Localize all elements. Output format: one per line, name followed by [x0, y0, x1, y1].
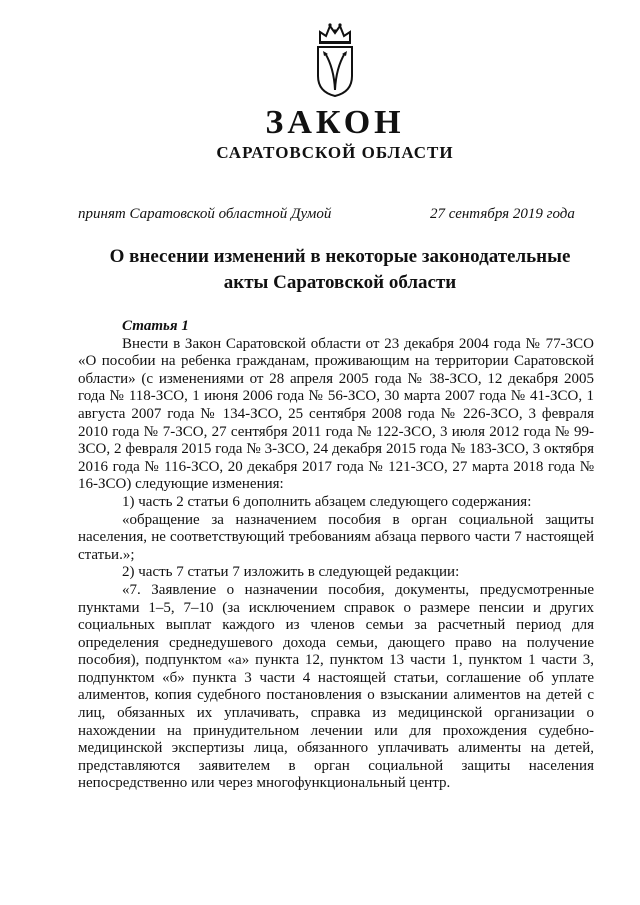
saratov-coat-of-arms-icon — [314, 20, 356, 98]
law-title: ЗАКОН — [265, 104, 405, 141]
adoption-date: 27 сентября 2019 года — [430, 206, 575, 222]
document-title-line2: акты Саратовской области — [223, 272, 457, 293]
amendment-item-1: 1) часть 2 статьи 6 дополнить абзацем следующего содержания: — [122, 493, 532, 510]
adopted-by: принят Саратовской областной Думой — [78, 206, 332, 222]
amendment-item-1-text: «обращение за назначением пособия в орган социальной защиты населения, не соответствующий требованиям абзаца первого части 7 настоящей статьи.»; — [78, 511, 594, 563]
article-body — [78, 318, 594, 793]
document-title-line1: О внесении изменений в некоторые законодательные — [109, 246, 571, 267]
document-title — [60, 244, 620, 296]
article-intro-paragraph: Внести в Закон Саратовской области от 23 декабря 2004 года № 77-ЗСО «О пособии на ребенка гражданам, проживающим на территории Саратовской области» (с изменениями от 28 апреля 2005 года № 38-ЗСО, 12 декабря 2005 года № 118-ЗСО, 1 июня 2006 года № 56-ЗСО, 30 марта 2007 года № 41-ЗСО, 1 августа 2007 года № 134-ЗСО, 25 сентября 2008 года № 226-ЗСО, 3 февраля 2010 года № 7-ЗСО, 27 сентября 2011 года № 122-ЗСО, 3 июля 2012 года № 99-ЗСО, 2 февраля 2015 года № 3-ЗСО, 24 декабря 2015 года № 183-ЗСО, 3 октября 2016 года № 116-ЗСО, 20 декабря 2017 года № 121-ЗСО, 27 марта 2018 года № 16-ЗСО) следующие изменения: — [78, 335, 594, 493]
region-subtitle: САРАТОВСКОЙ ОБЛАСТИ — [216, 143, 454, 162]
amendment-item-2-text: «7. Заявление о назначении пособия, документы, предусмотренные пунктами 1–5, 7–10 (за исключением справок о размере пенсии и других социальных выплат каждого из членов семьи за расчетный период для определения среднедушевого дохода семьи, дающего право на получение пособия), подпунктом «а» пункта 12, пунктом 13 части 1, пунктом 1 части 3, подпунктом «б» пункта 3 части 4 настоящей статьи, соглашение об уплате алиментов, копия судебного постановления о взыскании алиментов на детей с лиц, обязанных их уплачивать, справка из медицинской организации о нахождении на принудительном лечении или для прохождения судебно-медицинской экспертизы лица, обязанного уплачивать алименты на детей, представляются заявителем в орган социальной защиты населения непосредственно или через многофункциональный центр. — [78, 581, 594, 792]
amendment-item-2: 2) часть 7 статьи 7 изложить в следующей редакции: — [122, 564, 460, 581]
article-heading: Статья 1 — [122, 318, 189, 334]
